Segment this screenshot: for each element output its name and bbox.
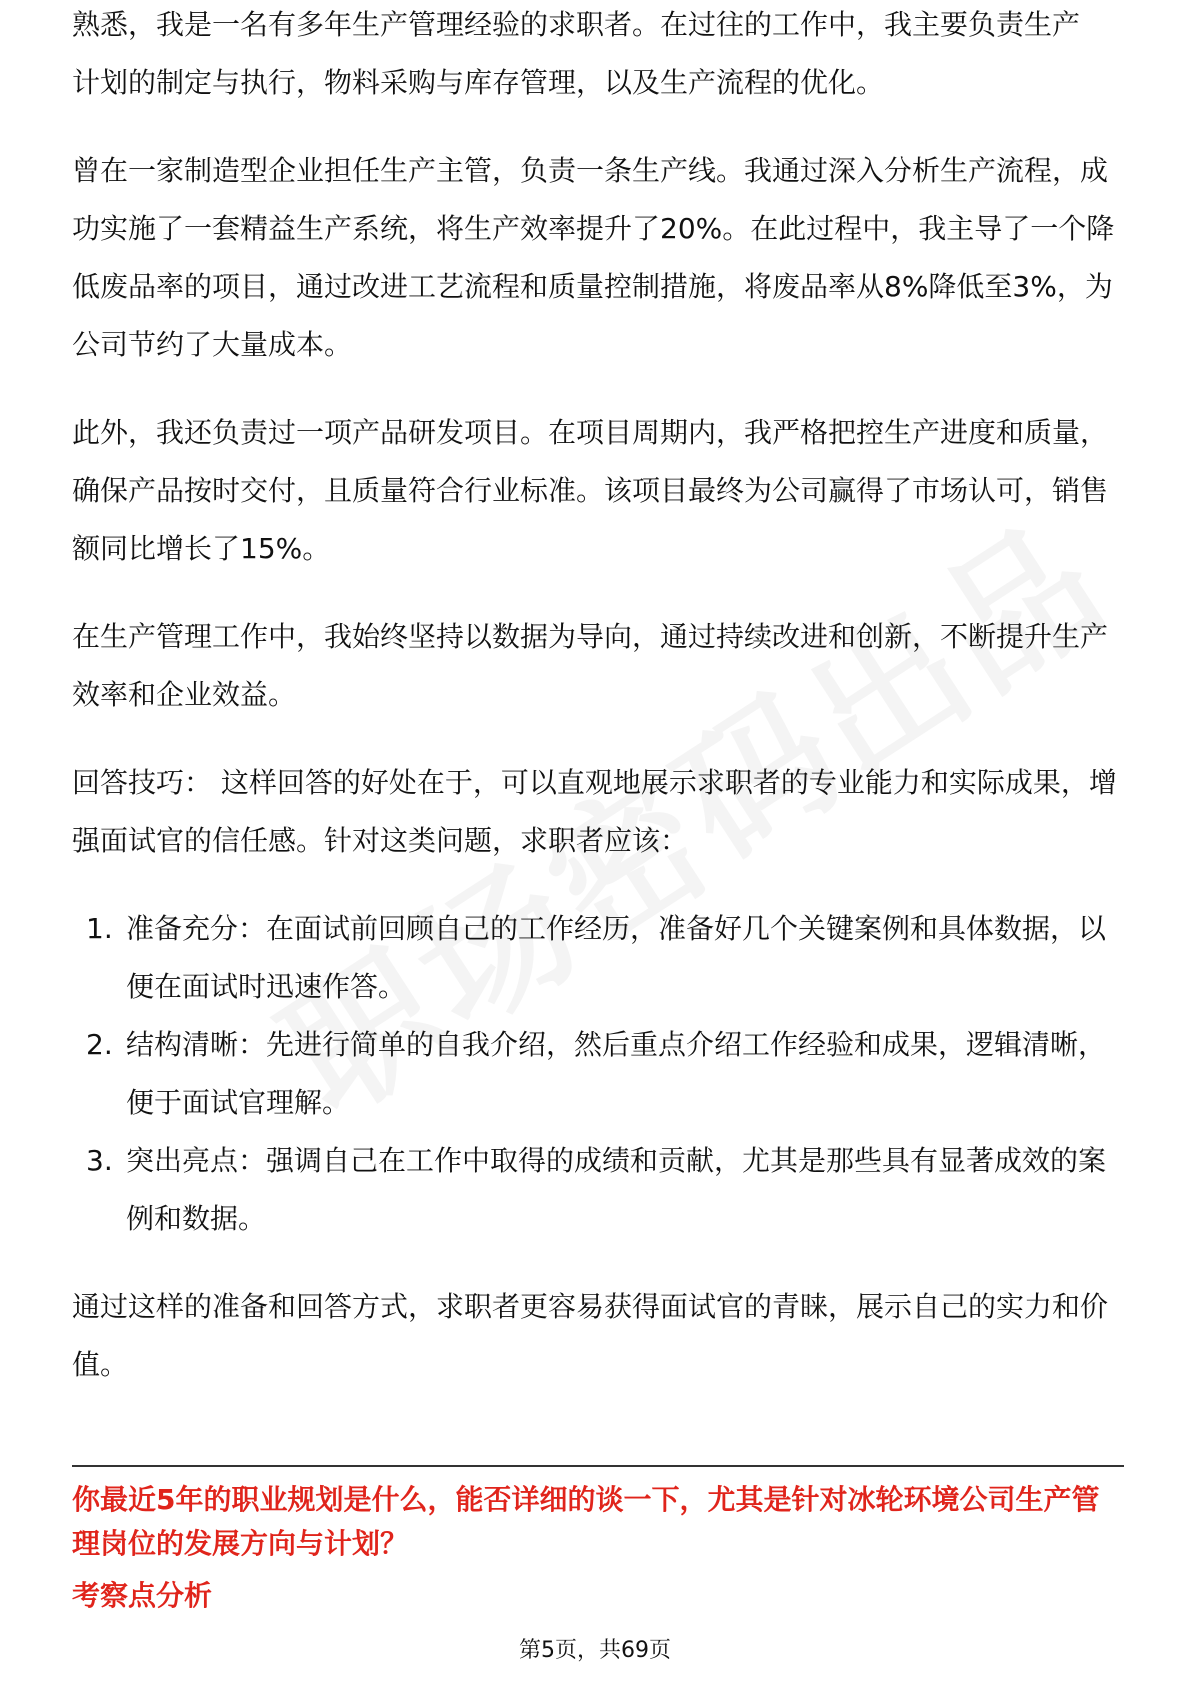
question-heading: 你最近5年的职业规划是什么，能否详细的谈一下，尤其是针对冰轮环境公司生产管理岗位的发展方向与计划？ [72,1483,1100,1560]
tips-list [72,900,1122,1248]
list-text: 结构清晰：先进行简单的自我介绍，然后重点介绍工作经验和成果，逻辑清晰，便于面试官理解。 [126,1028,1107,1119]
body-content [72,8,1122,1424]
paragraph-answer-tips: 回答技巧： 这样回答的好处在于，可以直观地展示求职者的专业能力和实际成果，增强面试官的信任感。针对这类问题，求职者应该： [72,766,1117,857]
list-number: 3. [86,1144,113,1177]
analysis-subheading: 考察点分析 [72,1579,213,1612]
paragraph-data-driven: 在生产管理工作中，我始终坚持以数据为导向，通过持续改进和创新，不断提升生产效率和企业效益。 [72,620,1109,711]
list-text: 突出亮点：强调自己在工作中取得的成绩和贡献，尤其是那些具有显著成效的案例和数据。 [126,1144,1107,1235]
paragraph-intro-end: 计划的制定与执行，物料采购与库存管理，以及生产流程的优化。 [72,66,885,99]
list-number: 2. [86,1028,113,1061]
paragraph-experience: 曾在一家制造型企业担任生产主管，负责一条生产线。我通过深入分析生产流程，成功实施了一套精益生产系统，将生产效率提升了20%。在此过程中，我主导了一个降低废品率的项目，通过改进工艺流程和质量控制措施，将废品率从8%降低至3%，为公司节约了大量成本。 [72,154,1115,361]
paragraph-conclusion: 通过这样的准备和回答方式，求职者更容易获得面试官的青睐，展示自己的实力和价值。 [72,1290,1109,1381]
list-item [72,900,1122,1016]
clipped-top-line [72,8,1122,54]
list-text: 准备充分：在面试前回顾自己的工作经历，准备好几个关键案例和具体数据，以便在面试时迅速作答。 [126,912,1107,1003]
clipped-text: 熟悉，我是一名有多年生产管理经验的求职者。在过往的工作中，我主要负责生产 [72,8,1081,41]
page-footer: 第5页，共69页 [519,1638,671,1663]
list-number: 1. [86,912,113,945]
paragraph-rnd-project: 此外，我还负责过一项产品研发项目。在项目周期内，我严格把控生产进度和质量，确保产品按时交付，且质量符合行业标准。该项目最终为公司赢得了市场认可，销售额同比增长了15%。 [72,416,1109,565]
section-divider [72,1465,1124,1467]
list-item [72,1016,1122,1132]
list-item [72,1132,1122,1248]
